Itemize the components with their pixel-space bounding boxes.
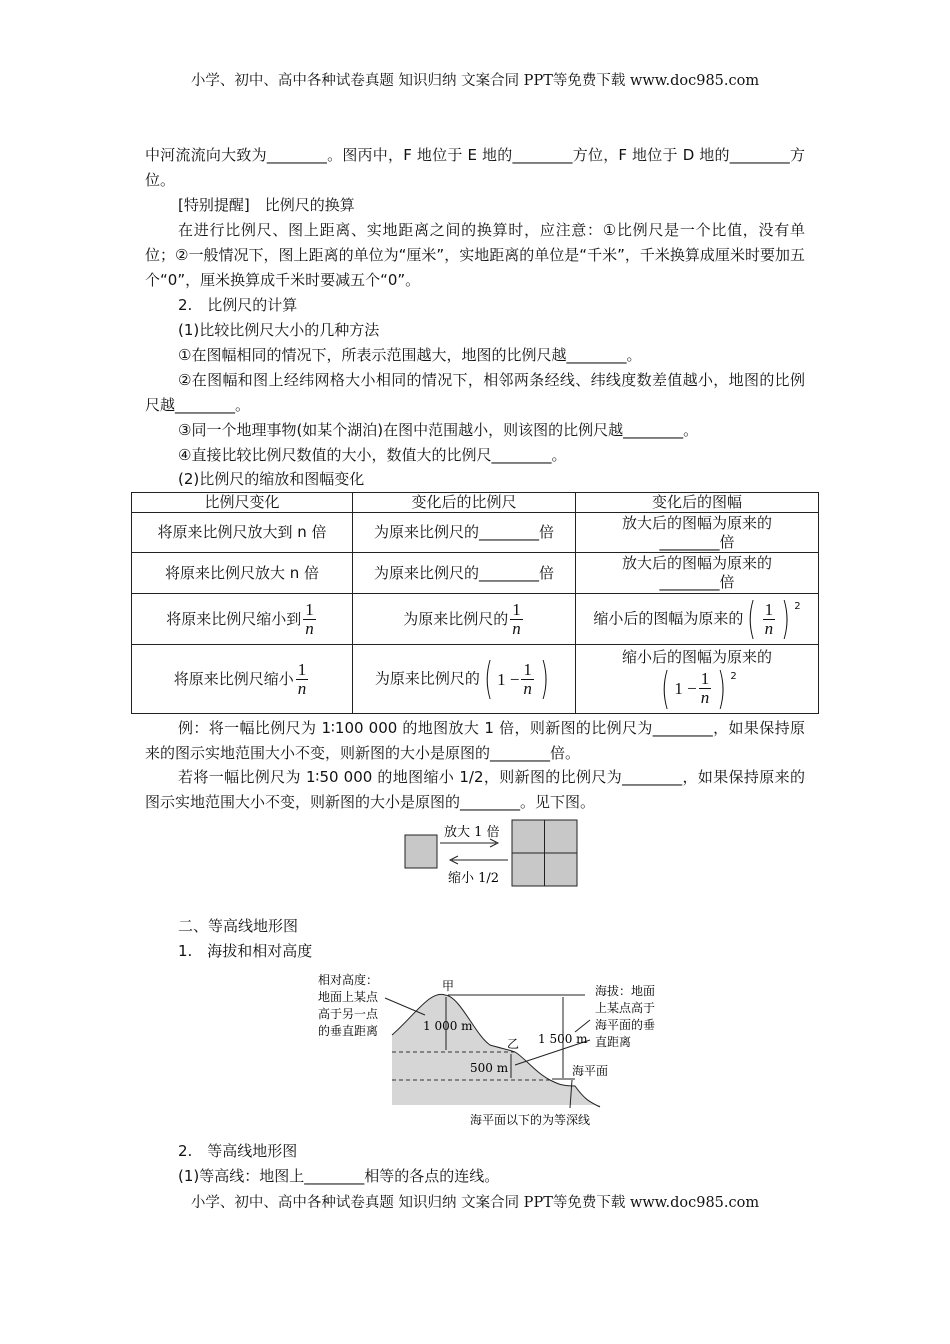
- exponent: 2: [730, 670, 737, 682]
- table-cell: [132, 594, 353, 645]
- fraction: [296, 661, 309, 698]
- fraction: [303, 601, 316, 638]
- cell-text: 将原来比例尺缩小到: [166, 609, 302, 628]
- table-cell: 为原来比例尺的________倍: [353, 513, 576, 553]
- table-row: [132, 513, 819, 553]
- altitude-label: 直距离: [595, 1035, 632, 1049]
- contour-definition: (1)等高线：地图上________相等的各点的连线。: [178, 1167, 500, 1185]
- cell-line: ________倍: [659, 532, 735, 551]
- sea-level-label: 海平面: [572, 1064, 609, 1078]
- method-2: ②在图幅和图上经纬网格大小相同的情况下，相邻两条经线、纬线度数差值越小，地图的比例尺越________。: [145, 371, 805, 414]
- squared-expression: ( 1 − $\frac{1}{n}$ ) $^2$: [661, 662, 737, 714]
- relative-height-label: 高于另一点: [318, 1007, 379, 1021]
- relative-height-label: 地面上某点: [318, 990, 379, 1004]
- altitude-label: 海平面的垂: [595, 1018, 656, 1032]
- scale-change-table: [131, 492, 819, 714]
- cell-line: 放大后的图幅为原来的: [621, 554, 772, 572]
- altitude-label: 海拔：地面: [595, 984, 656, 998]
- tip-body: 在进行比例尺、图上距离、实地距离之间的换算时，应注意：①比例尺是一个比值，没有单位；②一般情况下，图上距离的单位为“厘米”，实地距离的单位是“千米”，千米换算成厘米时要加五个“0”，厘米换算成千米时要减五个“0”。: [145, 221, 805, 289]
- table-cell: 将原来比例尺放大到 n 倍: [132, 513, 353, 553]
- table-cell: [576, 645, 819, 714]
- numerator: 1: [512, 599, 521, 619]
- height-1000-label: 1 000 m: [423, 1019, 473, 1033]
- table-header: 变化后的图幅: [576, 493, 819, 513]
- fraction: [510, 601, 523, 638]
- point-yi-label: 乙: [507, 1037, 520, 1051]
- denominator: n: [764, 618, 774, 638]
- example-1: 例：将一幅比例尺为 1∶100 000 的地图放大 1 倍，则新图的比例尺为________，如果保持原来的图示实地范围大小不变，则新图的大小是原图的________倍。: [145, 719, 805, 762]
- page-header: 小学、初中、高中各种试卷真题 知识归纳 文案合同 PPT等免费下载 www.doc985.com: [190, 73, 760, 89]
- subsection-heading: (2)比例尺的缩放和图幅变化: [178, 470, 365, 488]
- page-footer: 小学、初中、高中各种试卷真题 知识归纳 文案合同 PPT等免费下载 www.doc985.com: [190, 1195, 760, 1211]
- method-1: ①在图幅相同的情况下，所表示范围越大，地图的比例尺越________。: [178, 346, 642, 364]
- right-arrow-icon: [440, 839, 498, 847]
- paragraph: 中河流流向大致为________。图丙中，F 地位于 E 地的________方位，F 地位于 D 地的________方位。: [145, 146, 805, 189]
- table-row: [132, 553, 819, 594]
- cell-text: 缩小后的图幅为原来的: [593, 609, 744, 628]
- isobath-label: 海平面以下的为等深线: [470, 1113, 591, 1127]
- table-cell: [353, 645, 576, 714]
- relative-height-label: 相对高度：: [318, 973, 379, 987]
- denominator: n: [512, 618, 521, 638]
- enlarge-label: 放大 1 倍: [444, 825, 500, 840]
- denominator: n: [297, 678, 307, 698]
- denominator: n: [523, 678, 532, 698]
- tip-title: [特别提醒] 比例尺的换算: [178, 196, 355, 214]
- minus-term: 1 −: [497, 669, 520, 689]
- squared-expression: ( $\frac{1}{n}$ ) $^2$: [747, 593, 801, 644]
- section-heading: 二、等高线地形图: [178, 917, 299, 935]
- method-4: ④直接比较比例尺数值的大小，数值大的比例尺________。: [178, 446, 567, 464]
- table-cell: 为原来比例尺的________倍: [353, 553, 576, 594]
- table-cell: [576, 513, 819, 553]
- expression: ( 1 − $\frac{1}{n}$ ): [484, 653, 549, 704]
- relative-height-label: 的垂直距离: [318, 1024, 379, 1038]
- shrink-label: 缩小 1/2: [448, 871, 500, 886]
- point-jia-label: 甲: [442, 979, 455, 993]
- minus-term: 1 −: [674, 679, 697, 698]
- table-cell: [132, 645, 353, 714]
- subsection-heading: 1. 海拔和相对高度: [178, 942, 313, 960]
- numerator: 1: [764, 599, 774, 619]
- cell-text: 为原来比例尺的: [374, 669, 480, 688]
- cell-text: 为原来比例尺的: [403, 609, 509, 628]
- table-row: [132, 645, 819, 714]
- table-cell: [353, 594, 576, 645]
- method-3: ③同一个地理事物(如某个湖泊)在图中范围越小，则该图的比例尺越________。: [178, 421, 699, 439]
- left-arrow-icon: [450, 856, 508, 864]
- table-header: 变化后的比例尺: [353, 493, 576, 513]
- table-cell: [576, 553, 819, 594]
- numerator: 1: [305, 599, 314, 619]
- cell-line: ________倍: [659, 573, 735, 591]
- cell-text: 缩小后的图幅为原来的: [621, 647, 772, 666]
- section-heading: 2. 比例尺的计算: [178, 296, 298, 314]
- table-cell: [576, 594, 819, 645]
- numerator: 1: [297, 659, 307, 679]
- table-header: 比例尺变化: [132, 493, 353, 513]
- altitude-label: 上某点高于: [595, 1001, 656, 1015]
- subsection-heading: (1)比较比例尺大小的几种方法: [178, 321, 380, 339]
- example-2: 若将一幅比例尺为 1∶50 000 的地图缩小 1/2，则新图的比例尺为________，如果保持原来的图示实地范围大小不变，则新图的大小是原图的________。见下图。: [145, 768, 805, 811]
- numerator: 1: [523, 659, 532, 679]
- table-row: [132, 594, 819, 645]
- table-cell: 将原来比例尺放大 n 倍: [132, 553, 353, 594]
- denominator: n: [305, 618, 314, 638]
- exponent: 2: [794, 601, 801, 612]
- scale-figure: [400, 818, 582, 890]
- small-map-square: [405, 835, 437, 868]
- height-500-label: 500 m: [470, 1061, 509, 1075]
- cell-line: 放大后的图幅为原来的: [621, 513, 772, 532]
- numerator: 1: [700, 669, 710, 688]
- subsection-heading: 2. 等高线地形图: [178, 1142, 298, 1160]
- height-1500-label: 1 500 m: [538, 1032, 588, 1046]
- denominator: n: [700, 688, 710, 707]
- cell-text: 将原来比例尺缩小: [173, 669, 294, 688]
- altitude-diagram: [300, 960, 680, 1130]
